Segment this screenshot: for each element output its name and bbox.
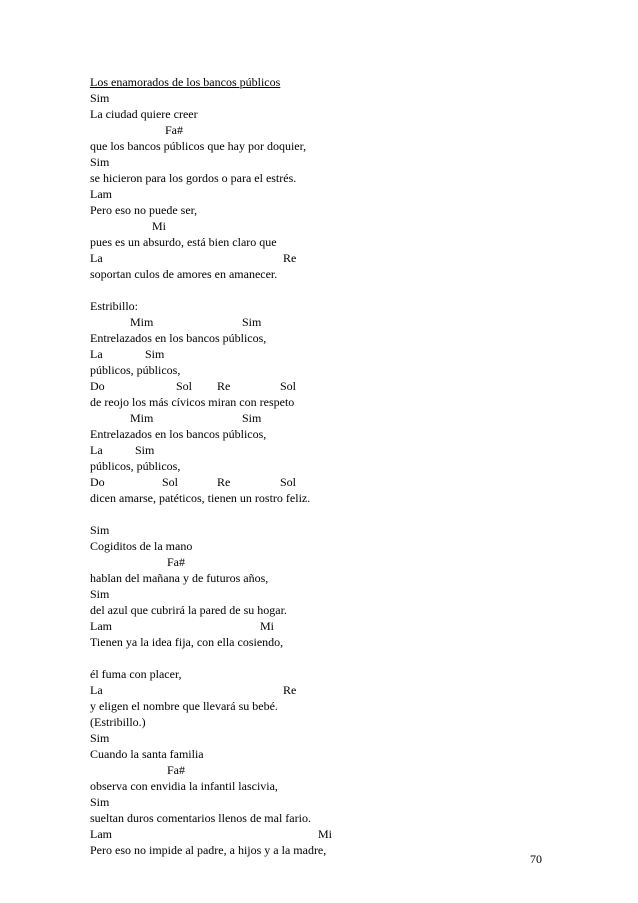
chord-line <box>90 410 560 426</box>
chorus-heading: Estribillo: <box>90 299 138 313</box>
chord-line: Sim <box>90 91 110 105</box>
chord-line <box>90 442 560 458</box>
lyric-line: y eligen el nombre que llevará su bebé. <box>90 699 278 713</box>
lyric-line: Pero eso no impide al padre, a hijos y a la madre, <box>90 843 327 857</box>
chord-line <box>90 762 560 778</box>
lyric-line: hablan del mañana y de futuros años, <box>90 571 269 585</box>
chord: La <box>90 347 103 361</box>
lyric-line: que los bancos públicos que hay por doquier, <box>90 139 307 153</box>
lyric-line: soportan culos de amores en amanecer. <box>90 267 278 281</box>
song-lyrics <box>90 74 560 858</box>
chord-line <box>90 378 560 394</box>
lyric-line: sueltan duros comentarios llenos de mal fario. <box>90 811 311 825</box>
lyric-line: Entrelazados en los bancos públicos, <box>90 427 267 441</box>
chord: Re <box>283 683 297 697</box>
chord-line <box>90 250 560 266</box>
lyric-line: pues es un absurdo, está bien claro que <box>90 235 277 249</box>
chord: Lam <box>90 827 112 841</box>
lyric-line: observa con envidia la infantil lascivia, <box>90 779 278 793</box>
chord: Sol <box>280 475 297 489</box>
chord: Sim <box>135 443 155 457</box>
lyric-line: públicos, públicos, <box>90 363 181 377</box>
chord: Sim <box>242 315 262 329</box>
chord-line: Sim <box>90 523 110 537</box>
lyric-line: Pero eso no puede ser, <box>90 203 198 217</box>
lyric-line: públicos, públicos, <box>90 459 181 473</box>
chord: Do <box>90 379 105 393</box>
chord: Re <box>217 475 231 489</box>
lyric-line: él fuma con placer, <box>90 667 182 681</box>
chord-line: Sim <box>90 795 110 809</box>
chord-line <box>90 346 560 362</box>
chord-line <box>90 682 560 698</box>
song-title: Los enamorados de los bancos públicos <box>90 75 281 89</box>
chord-line <box>90 218 560 234</box>
chord: La <box>90 683 103 697</box>
chord-line: Sim <box>90 731 110 745</box>
lyric-line: dicen amarse, patéticos, tienen un rostro feliz. <box>90 491 311 505</box>
lyric-line: Entrelazados en los bancos públicos, <box>90 331 267 345</box>
chord-line: Sim <box>90 155 110 169</box>
lyric-line: se hicieron para los gordos o para el estrés. <box>90 171 297 185</box>
chord-line <box>90 122 560 138</box>
chord: Sim <box>145 347 165 361</box>
lyric-line: Tienen ya la idea fija, con ella cosiendo, <box>90 635 284 649</box>
chord-line <box>90 554 560 570</box>
lyric-line: de reojo los más cívicos miran con respeto <box>90 395 295 409</box>
repeat-note: (Estribillo.) <box>90 715 146 729</box>
lyric-line: Cuando la santa familia <box>90 747 204 761</box>
chord: Mim <box>130 411 154 425</box>
chord: Sol <box>176 379 193 393</box>
chord-line <box>90 618 560 634</box>
chord: Fa# <box>167 555 185 569</box>
chord: Sol <box>162 475 179 489</box>
lyric-line: del azul que cubrirá la pared de su hogar. <box>90 603 287 617</box>
blank-line <box>90 282 560 298</box>
chord: La <box>90 443 103 457</box>
blank-line <box>90 506 560 522</box>
blank-line <box>90 650 560 666</box>
chord: La <box>90 251 103 265</box>
chord: Mim <box>130 315 154 329</box>
chord-line: Sim <box>90 587 110 601</box>
chord: Re <box>283 251 297 265</box>
page-number: 70 <box>530 852 542 866</box>
chord: Sol <box>280 379 297 393</box>
chord-line <box>90 314 560 330</box>
lyric-line: La ciudad quiere creer <box>90 107 198 121</box>
chord-line: Lam <box>90 187 112 201</box>
chord: Do <box>90 475 105 489</box>
chord: Fa# <box>165 123 183 137</box>
chord: Mi <box>152 219 167 233</box>
chord-line <box>90 474 560 490</box>
chord-line <box>90 826 560 842</box>
chord: Sim <box>242 411 262 425</box>
chord: Fa# <box>167 763 185 777</box>
chord: Mi <box>318 827 333 841</box>
lyric-line: Cogiditos de la mano <box>90 539 193 553</box>
chord: Lam <box>90 619 112 633</box>
chord: Mi <box>260 619 275 633</box>
chord: Re <box>217 379 231 393</box>
